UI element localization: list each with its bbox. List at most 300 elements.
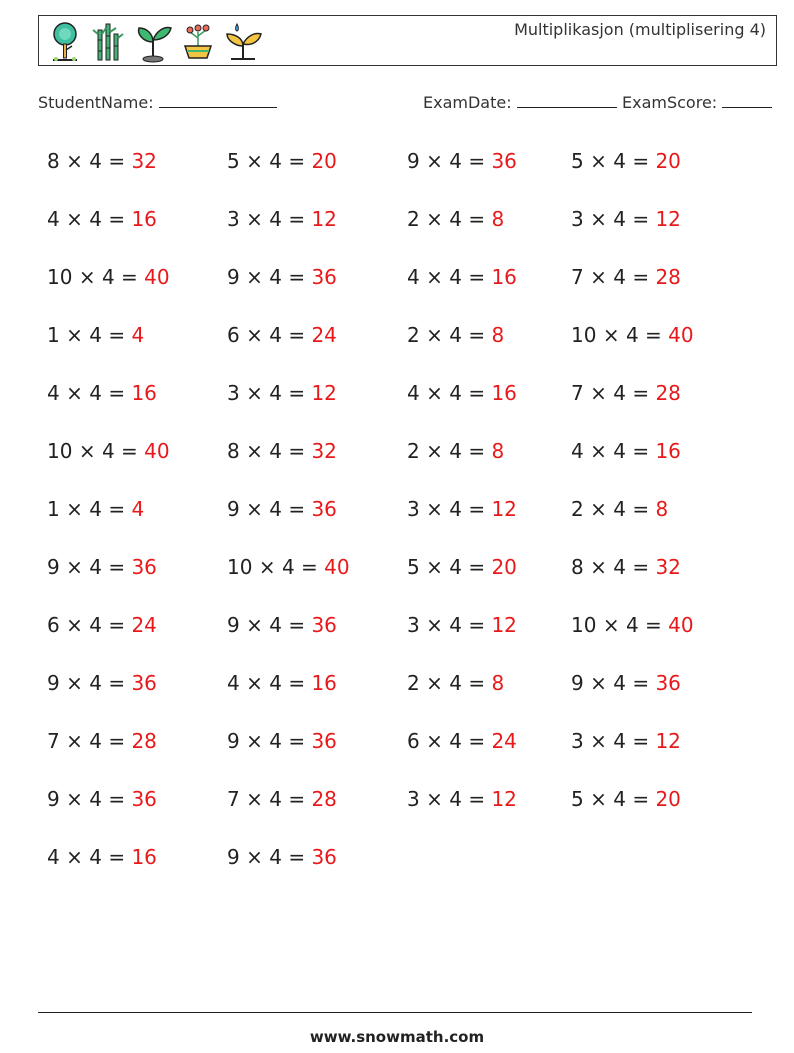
- problem-item: [227, 381, 337, 405]
- problem-item: [47, 613, 157, 637]
- answer: 36: [311, 265, 337, 289]
- times-sign: ×: [246, 613, 263, 637]
- factor-b: 4: [613, 149, 626, 173]
- answer: 8: [491, 323, 505, 347]
- answer: 36: [131, 555, 157, 579]
- times-sign: ×: [78, 439, 96, 463]
- factor-b: 4: [269, 613, 282, 637]
- factor-a: 3: [571, 207, 584, 231]
- factor-a: 9: [407, 149, 420, 173]
- answer: 36: [131, 787, 157, 811]
- factor-a: 10: [47, 265, 73, 289]
- factor-a: 2: [407, 671, 420, 695]
- equals-sign: =: [301, 555, 318, 579]
- times-sign: ×: [590, 787, 607, 811]
- times-sign: ×: [590, 265, 607, 289]
- problem-item: [227, 845, 337, 869]
- factor-a: 7: [227, 787, 240, 811]
- equals-sign: =: [108, 381, 126, 405]
- answer: 12: [655, 207, 681, 231]
- equals-sign: =: [632, 439, 650, 463]
- times-sign: ×: [426, 265, 443, 289]
- factor-b: 4: [89, 845, 102, 869]
- equals-sign: =: [108, 845, 126, 869]
- problem-item: [571, 207, 681, 231]
- problem-item: [227, 265, 337, 289]
- factor-b: 4: [449, 787, 462, 811]
- answer: 40: [144, 265, 170, 289]
- answer: 36: [655, 671, 681, 695]
- times-sign: ×: [590, 729, 607, 753]
- exam-date-field: [423, 93, 617, 112]
- equals-sign: =: [288, 845, 306, 869]
- factor-a: 8: [571, 555, 584, 579]
- problem-item: [407, 729, 517, 753]
- answer: 16: [491, 265, 517, 289]
- problem-item: [47, 555, 157, 579]
- student-name-label: StudentName:: [38, 93, 154, 112]
- factor-b: 4: [613, 265, 626, 289]
- answer: 16: [491, 381, 517, 405]
- factor-a: 8: [227, 439, 240, 463]
- factor-a: 4: [407, 265, 420, 289]
- exam-score-field: [622, 93, 772, 112]
- equals-sign: =: [468, 555, 486, 579]
- problem-item: [47, 439, 170, 463]
- answer: 20: [491, 555, 517, 579]
- factor-a: 9: [571, 671, 584, 695]
- times-sign: ×: [426, 729, 443, 753]
- equals-sign: =: [645, 323, 662, 347]
- equals-sign: =: [468, 671, 486, 695]
- footer-divider: [38, 1012, 752, 1013]
- times-sign: ×: [66, 497, 83, 521]
- problem-item: [407, 149, 517, 173]
- factor-a: 5: [227, 149, 240, 173]
- factor-b: 4: [101, 265, 115, 289]
- exam-score-blank: [722, 93, 772, 108]
- answer: 12: [311, 207, 337, 231]
- times-sign: ×: [66, 729, 83, 753]
- equals-sign: =: [288, 497, 306, 521]
- factor-a: 9: [47, 787, 60, 811]
- problem-item: [227, 729, 337, 753]
- answer: 16: [131, 845, 157, 869]
- equals-sign: =: [288, 323, 306, 347]
- factor-a: 2: [407, 207, 420, 231]
- factor-a: 7: [571, 265, 584, 289]
- problem-item: [407, 497, 517, 521]
- times-sign: ×: [590, 439, 607, 463]
- factor-a: 4: [47, 381, 60, 405]
- factor-b: 4: [269, 787, 282, 811]
- equals-sign: =: [468, 439, 486, 463]
- problem-item: [227, 323, 337, 347]
- factor-b: 4: [269, 497, 282, 521]
- times-sign: ×: [426, 323, 443, 347]
- factor-a: 5: [571, 787, 584, 811]
- factor-b: 4: [269, 671, 282, 695]
- equals-sign: =: [108, 787, 126, 811]
- times-sign: ×: [246, 381, 263, 405]
- factor-a: 10: [227, 555, 253, 579]
- answer: 40: [144, 439, 170, 463]
- equals-sign: =: [632, 671, 650, 695]
- problem-item: [227, 497, 337, 521]
- equals-sign: =: [468, 497, 486, 521]
- sprout-icon: [133, 20, 173, 64]
- worksheet-title: Multiplikasjon (multiplisering 4): [514, 20, 766, 39]
- answer: 28: [655, 381, 681, 405]
- factor-a: 1: [47, 497, 60, 521]
- problem-item: [571, 729, 681, 753]
- times-sign: ×: [246, 787, 263, 811]
- factor-b: 4: [613, 729, 626, 753]
- answer: 40: [668, 323, 694, 347]
- factor-b: 4: [613, 207, 626, 231]
- footer-website: www.snowmath.com: [309, 1028, 485, 1046]
- problem-item: [227, 207, 337, 231]
- factor-b: 4: [613, 671, 626, 695]
- problem-item: [407, 265, 517, 289]
- factor-b: 4: [281, 555, 295, 579]
- factor-a: 5: [571, 149, 584, 173]
- answer: 4: [131, 323, 145, 347]
- factor-a: 5: [407, 555, 420, 579]
- factor-b: 4: [269, 149, 282, 173]
- answer: 40: [324, 555, 350, 579]
- factor-a: 4: [47, 845, 60, 869]
- problem-item: [571, 323, 694, 347]
- equals-sign: =: [468, 149, 486, 173]
- equals-sign: =: [632, 497, 650, 521]
- times-sign: ×: [590, 671, 607, 695]
- factor-b: 4: [269, 381, 282, 405]
- problem-item: [571, 671, 681, 695]
- answer: 24: [311, 323, 337, 347]
- problem-item: [571, 555, 681, 579]
- equals-sign: =: [108, 671, 126, 695]
- factor-a: 4: [407, 381, 420, 405]
- problem-item: [407, 613, 517, 637]
- factor-a: 2: [407, 439, 420, 463]
- equals-sign: =: [468, 787, 486, 811]
- factor-a: 3: [407, 787, 420, 811]
- equals-sign: =: [288, 613, 306, 637]
- problem-item: [47, 149, 157, 173]
- problem-item: [571, 149, 681, 173]
- problem-item: [47, 265, 170, 289]
- plant-icons-row: [47, 20, 263, 64]
- answer: 36: [131, 671, 157, 695]
- equals-sign: =: [288, 149, 306, 173]
- answer: 40: [668, 613, 694, 637]
- answer: 36: [491, 149, 517, 173]
- equals-sign: =: [108, 323, 126, 347]
- equals-sign: =: [632, 729, 650, 753]
- factor-a: 7: [571, 381, 584, 405]
- times-sign: ×: [246, 671, 263, 695]
- factor-a: 2: [571, 497, 584, 521]
- times-sign: ×: [246, 149, 263, 173]
- factor-a: 4: [571, 439, 584, 463]
- equals-sign: =: [468, 323, 486, 347]
- factor-b: 4: [613, 787, 626, 811]
- equals-sign: =: [288, 207, 306, 231]
- exam-date-blank: [517, 93, 617, 108]
- factor-a: 4: [47, 207, 60, 231]
- answer: 16: [311, 671, 337, 695]
- factor-b: 4: [449, 381, 462, 405]
- answer: 8: [491, 207, 505, 231]
- answer: 12: [491, 613, 517, 637]
- answer: 12: [311, 381, 337, 405]
- watered-plant-icon: [223, 20, 263, 64]
- problem-item: [227, 671, 337, 695]
- factor-b: 4: [449, 323, 462, 347]
- exam-date-label: ExamDate:: [423, 93, 512, 112]
- answer: 20: [655, 787, 681, 811]
- answer: 20: [655, 149, 681, 173]
- factor-a: 9: [227, 497, 240, 521]
- flower-pot-icon: [180, 20, 216, 64]
- factor-b: 4: [89, 149, 102, 173]
- problem-item: [47, 729, 157, 753]
- factor-b: 4: [449, 613, 462, 637]
- answer: 32: [311, 439, 337, 463]
- answer: 8: [655, 497, 669, 521]
- equals-sign: =: [108, 613, 126, 637]
- answer: 12: [491, 497, 517, 521]
- equals-sign: =: [632, 265, 650, 289]
- factor-b: 4: [613, 497, 626, 521]
- answer: 36: [311, 613, 337, 637]
- times-sign: ×: [66, 381, 83, 405]
- equals-sign: =: [645, 613, 662, 637]
- factor-b: 4: [89, 787, 102, 811]
- problem-item: [227, 439, 337, 463]
- problem-item: [571, 381, 681, 405]
- factor-b: 4: [269, 207, 282, 231]
- equals-sign: =: [632, 381, 650, 405]
- equals-sign: =: [288, 439, 306, 463]
- factor-b: 4: [625, 613, 639, 637]
- equals-sign: =: [108, 497, 126, 521]
- times-sign: ×: [602, 323, 620, 347]
- factor-b: 4: [89, 729, 102, 753]
- equals-sign: =: [468, 265, 486, 289]
- equals-sign: =: [121, 439, 138, 463]
- equals-sign: =: [108, 149, 126, 173]
- factor-b: 4: [449, 729, 462, 753]
- answer: 36: [311, 845, 337, 869]
- equals-sign: =: [632, 555, 650, 579]
- problem-item: [47, 671, 157, 695]
- equals-sign: =: [468, 381, 486, 405]
- answer: 16: [131, 381, 157, 405]
- times-sign: ×: [66, 207, 83, 231]
- times-sign: ×: [590, 497, 607, 521]
- factor-a: 9: [47, 671, 60, 695]
- factor-a: 3: [571, 729, 584, 753]
- problem-item: [407, 439, 504, 463]
- factor-a: 3: [227, 207, 240, 231]
- times-sign: ×: [66, 555, 83, 579]
- times-sign: ×: [78, 265, 96, 289]
- factor-a: 9: [227, 845, 240, 869]
- equals-sign: =: [468, 207, 486, 231]
- student-name-field: [38, 93, 277, 112]
- factor-b: 4: [449, 439, 462, 463]
- equals-sign: =: [108, 729, 126, 753]
- times-sign: ×: [66, 671, 83, 695]
- factor-b: 4: [89, 381, 102, 405]
- problem-item: [571, 787, 681, 811]
- factor-b: 4: [89, 613, 102, 637]
- times-sign: ×: [426, 207, 443, 231]
- factor-a: 4: [227, 671, 240, 695]
- factor-a: 6: [47, 613, 60, 637]
- equals-sign: =: [121, 265, 138, 289]
- student-name-blank: [159, 93, 277, 108]
- factor-a: 9: [47, 555, 60, 579]
- answer: 20: [311, 149, 337, 173]
- equals-sign: =: [108, 207, 126, 231]
- factor-b: 4: [613, 381, 626, 405]
- problem-item: [407, 787, 517, 811]
- times-sign: ×: [426, 555, 443, 579]
- factor-b: 4: [625, 323, 639, 347]
- tree-icon: [47, 20, 83, 64]
- equals-sign: =: [288, 729, 306, 753]
- times-sign: ×: [66, 845, 83, 869]
- times-sign: ×: [246, 439, 263, 463]
- times-sign: ×: [426, 613, 443, 637]
- factor-b: 4: [449, 265, 462, 289]
- equals-sign: =: [632, 149, 650, 173]
- equals-sign: =: [108, 555, 126, 579]
- factor-a: 6: [407, 729, 420, 753]
- equals-sign: =: [632, 207, 650, 231]
- times-sign: ×: [258, 555, 276, 579]
- factor-b: 4: [449, 149, 462, 173]
- times-sign: ×: [246, 845, 263, 869]
- equals-sign: =: [288, 787, 306, 811]
- factor-b: 4: [101, 439, 115, 463]
- factor-b: 4: [613, 439, 626, 463]
- factor-b: 4: [89, 555, 102, 579]
- answer: 28: [655, 265, 681, 289]
- times-sign: ×: [426, 149, 443, 173]
- times-sign: ×: [426, 787, 443, 811]
- times-sign: ×: [246, 729, 263, 753]
- times-sign: ×: [246, 265, 263, 289]
- bamboo-icon: [90, 20, 126, 64]
- factor-b: 4: [449, 207, 462, 231]
- answer: 24: [131, 613, 157, 637]
- answer: 4: [131, 497, 145, 521]
- factor-b: 4: [269, 845, 282, 869]
- times-sign: ×: [246, 497, 263, 521]
- times-sign: ×: [590, 555, 607, 579]
- problem-item: [227, 787, 337, 811]
- problem-item: [571, 439, 681, 463]
- factor-a: 3: [227, 381, 240, 405]
- equals-sign: =: [468, 729, 486, 753]
- answer: 28: [311, 787, 337, 811]
- factor-b: 4: [89, 207, 102, 231]
- factor-a: 3: [407, 497, 420, 521]
- factor-b: 4: [269, 439, 282, 463]
- answer: 24: [491, 729, 517, 753]
- problem-item: [407, 381, 517, 405]
- factor-a: 9: [227, 265, 240, 289]
- factor-b: 4: [449, 555, 462, 579]
- answer: 36: [311, 729, 337, 753]
- answer: 32: [131, 149, 157, 173]
- answer: 28: [131, 729, 157, 753]
- factor-b: 4: [449, 497, 462, 521]
- equals-sign: =: [288, 671, 306, 695]
- times-sign: ×: [66, 149, 83, 173]
- factor-a: 9: [227, 613, 240, 637]
- factor-a: 10: [47, 439, 73, 463]
- times-sign: ×: [246, 207, 263, 231]
- times-sign: ×: [66, 613, 83, 637]
- problem-item: [47, 497, 144, 521]
- factor-a: 2: [407, 323, 420, 347]
- problem-item: [47, 845, 157, 869]
- problem-item: [407, 555, 517, 579]
- times-sign: ×: [590, 381, 607, 405]
- problem-item: [407, 207, 504, 231]
- times-sign: ×: [66, 787, 83, 811]
- factor-b: 4: [269, 323, 282, 347]
- factor-a: 9: [227, 729, 240, 753]
- times-sign: ×: [602, 613, 620, 637]
- problem-item: [47, 787, 157, 811]
- problem-item: [407, 671, 504, 695]
- exam-score-label: ExamScore:: [622, 93, 718, 112]
- problem-item: [47, 323, 144, 347]
- problem-item: [227, 613, 337, 637]
- problem-item: [47, 207, 157, 231]
- problem-item: [47, 381, 157, 405]
- factor-a: 1: [47, 323, 60, 347]
- times-sign: ×: [590, 207, 607, 231]
- factor-a: 10: [571, 323, 597, 347]
- factor-b: 4: [449, 671, 462, 695]
- problem-item: [571, 613, 694, 637]
- answer: 12: [655, 729, 681, 753]
- factor-b: 4: [269, 729, 282, 753]
- worksheet-header: [38, 15, 777, 66]
- factor-b: 4: [89, 497, 102, 521]
- factor-b: 4: [269, 265, 282, 289]
- times-sign: ×: [426, 381, 443, 405]
- times-sign: ×: [66, 323, 83, 347]
- answer: 8: [491, 439, 505, 463]
- factor-b: 4: [613, 555, 626, 579]
- factor-a: 10: [571, 613, 597, 637]
- factor-a: 8: [47, 149, 60, 173]
- factor-a: 7: [47, 729, 60, 753]
- answer: 32: [655, 555, 681, 579]
- factor-b: 4: [89, 323, 102, 347]
- answer: 8: [491, 671, 505, 695]
- answer: 16: [655, 439, 681, 463]
- times-sign: ×: [590, 149, 607, 173]
